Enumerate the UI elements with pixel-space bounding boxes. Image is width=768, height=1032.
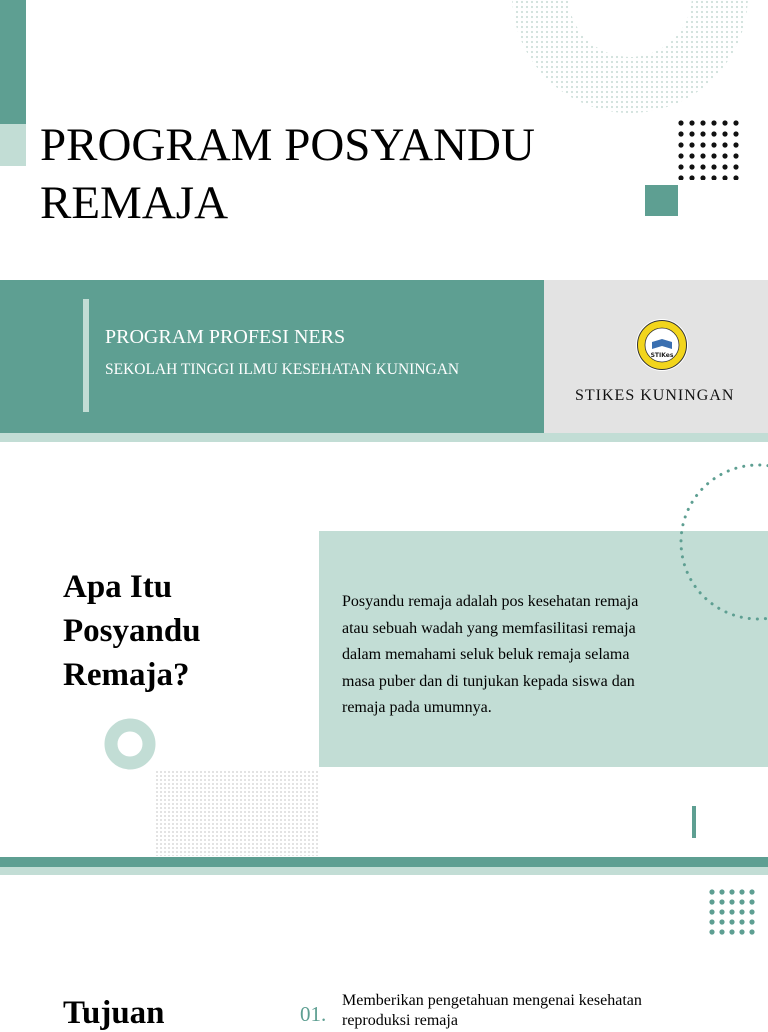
teal-dot-grid-decoration: [708, 888, 758, 938]
page-title: [40, 116, 600, 232]
title-line-1: PROGRAM POSYANDU: [40, 119, 535, 171]
title-line-2: REMAJA: [40, 177, 229, 229]
svg-text:STIKes: STIKes: [650, 352, 674, 359]
dot: [733, 120, 738, 125]
dot: [719, 899, 724, 904]
dot: [700, 142, 705, 147]
dot: [689, 142, 694, 147]
dot: [700, 120, 705, 125]
dot: [678, 120, 683, 125]
goal-text: [342, 991, 722, 1031]
definition-line: masa puber dan di tunjukan kepada siswa dan: [342, 672, 635, 690]
banner-divider: [83, 299, 89, 412]
dot: [711, 164, 716, 169]
dot: [749, 909, 754, 914]
dot: [739, 899, 744, 904]
stikes-logo: [635, 318, 689, 372]
dot: [719, 919, 724, 924]
definition-line: atau sebuah wadah yang memfasilitasi remaja: [342, 619, 636, 637]
section-heading: [63, 565, 283, 697]
dot: [689, 153, 694, 158]
dot: [739, 889, 744, 894]
dot: [722, 175, 727, 180]
dot: [749, 919, 754, 924]
dot: [700, 131, 705, 136]
definition-line: dalam memahami seluk beluk remaja selama: [342, 646, 630, 663]
dot: [700, 175, 705, 180]
dot: [678, 164, 683, 169]
definition-line: Posyandu remaja adalah pos kesehatan remaja: [342, 593, 639, 610]
dot: [700, 164, 705, 169]
section-divider-light: [0, 867, 768, 875]
heading-line-3: Remaja?: [63, 657, 190, 693]
dot: [733, 175, 738, 180]
dot: [678, 175, 683, 180]
dot: [689, 131, 694, 136]
dot: [749, 929, 754, 934]
dot: [729, 919, 734, 924]
definition-text: [342, 589, 712, 722]
dot: [711, 120, 716, 125]
dot: [739, 929, 744, 934]
definition-line: remaja pada umumnya.: [342, 699, 492, 716]
dot: [729, 889, 734, 894]
dot: [722, 131, 727, 136]
section-divider-strip: [0, 433, 768, 442]
dot: [729, 929, 734, 934]
dotted-pattern-decoration: [155, 770, 320, 856]
dot: [729, 899, 734, 904]
heading-line-2: Posyandu: [63, 613, 201, 649]
dot: [722, 164, 727, 169]
program-banner: [0, 280, 544, 433]
goal-number: 01.: [300, 1002, 327, 1026]
heading-line-1: Apa Itu: [63, 569, 173, 605]
dot: [733, 142, 738, 147]
dot: [722, 120, 727, 125]
institution-name: STIKES KUNINGAN: [575, 387, 735, 404]
dot: [719, 909, 724, 914]
dot: [739, 919, 744, 924]
dot: [711, 131, 716, 136]
dot: [709, 889, 714, 894]
dot: [722, 142, 727, 147]
dot: [733, 164, 738, 169]
section-divider-dark: [0, 857, 768, 867]
dot: [711, 175, 716, 180]
dot: [689, 120, 694, 125]
dot: [733, 131, 738, 136]
dot: [749, 899, 754, 904]
dot: [739, 909, 744, 914]
dot: [719, 929, 724, 934]
school-name: SEKOLAH TINGGI ILMU KESEHATAN KUNINGAN: [105, 361, 460, 378]
accent-bar-dark: [0, 0, 26, 124]
dot: [709, 909, 714, 914]
dot: [678, 142, 683, 147]
teal-square-decoration: [645, 185, 678, 216]
goals-heading: Tujuan: [63, 995, 165, 1031]
dot: [749, 889, 754, 894]
dot: [689, 175, 694, 180]
dot-grid-decoration: [678, 120, 740, 180]
dot: [709, 899, 714, 904]
dot: [700, 153, 705, 158]
program-name: PROGRAM PROFESI NERS: [105, 326, 346, 348]
dot: [719, 889, 724, 894]
goal-line: Memberikan pengetahuan mengenai kesehatan: [342, 992, 642, 1009]
dot: [722, 153, 727, 158]
dot: [709, 919, 714, 924]
dot: [678, 153, 683, 158]
accent-bar-light: [0, 124, 26, 166]
dot: [733, 153, 738, 158]
dot: [711, 142, 716, 147]
ring-decoration: [104, 718, 156, 770]
dot: [709, 929, 714, 934]
dot: [711, 153, 716, 158]
teal-tick-decoration: [692, 806, 696, 838]
dot: [729, 909, 734, 914]
dot: [689, 164, 694, 169]
goal-line: reproduksi remaja: [342, 1012, 458, 1029]
dot: [678, 131, 683, 136]
